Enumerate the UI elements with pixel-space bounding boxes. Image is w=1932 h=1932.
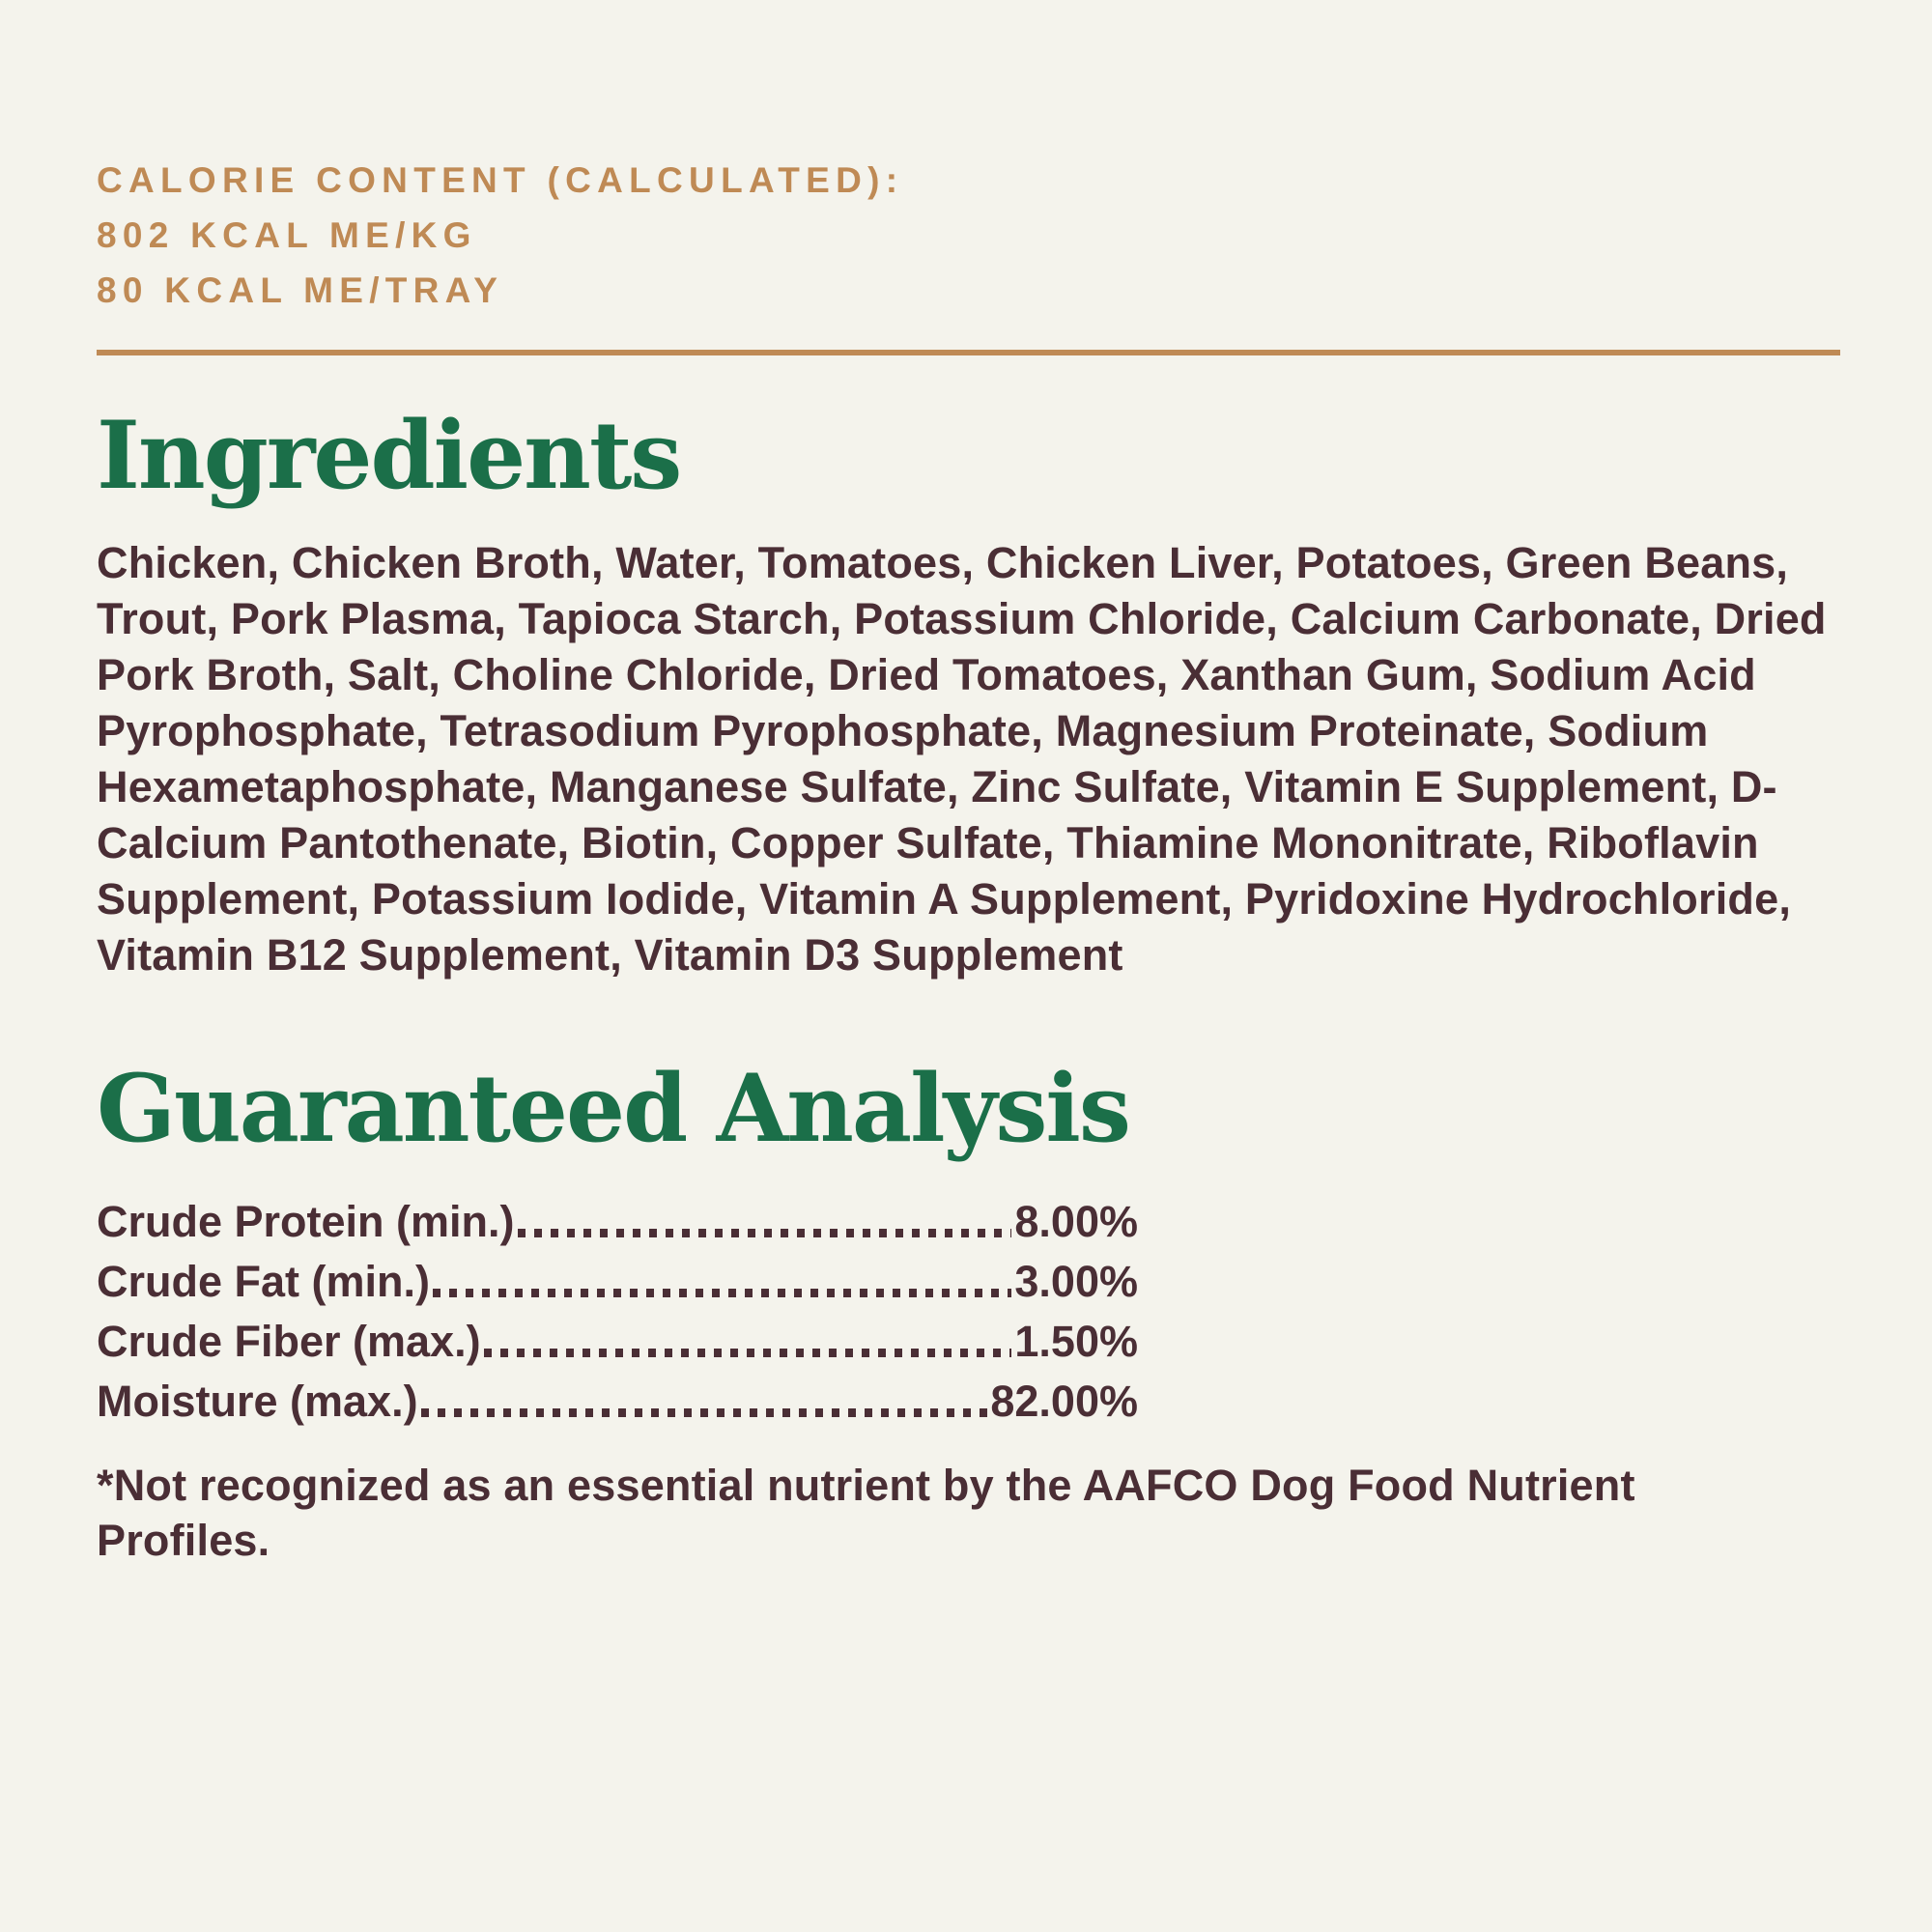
guaranteed-analysis-title: Guaranteed Analysis [97,1053,1129,1163]
dotted-leader [421,1408,988,1417]
analysis-value: 3.00% [1014,1257,1138,1307]
section-divider [97,350,1840,355]
aafco-footnote: *Not recognized as an essential nutrient by the AAFCO Dog Food Nutrient Profiles. [97,1461,1635,1566]
analysis-value: 1.50% [1014,1317,1138,1367]
analysis-row-crude-fat [97,1259,1138,1305]
analysis-value: 82.00% [990,1377,1138,1427]
guaranteed-analysis-table [97,1199,1138,1425]
ingredients-section [97,401,1835,983]
ingredients-list: Chicken, Chicken Broth, Water, Tomatoes, Chicken Liver, Potatoes, Green Beans, Trout, Pork Plasma, Tapioca Starch, Potassium Chloride, Calcium Carbonate, Dried Pork Broth, Salt, Choline Chloride, Dried Tomatoes, Xanthan Gum, Sodium Acid Pyrophosphate, Tetrasodium Pyrophosphate, Magnesium Proteinate, Sodium Hexametaphosphate, Manganese Sulfate, Zinc Sulfate, Vitamin E Supplement, D-Calcium Pantothenate, Biotin, Copper Sulfate, Thiamine Mononitrate, Riboflavin Supplement, Potassium Iodide, Vitamin A Supplement, Pyridoxine Hydrochloride, Vitamin B12 Supplement, Vitamin D3 Supplement [97,537,1827,980]
analysis-label: Moisture (max.) [97,1377,418,1427]
analysis-value: 8.00% [1014,1197,1138,1247]
analysis-label: Crude Fat (min.) [97,1257,430,1307]
calorie-kcal-per-kg: 802 KCAL ME/KG [97,215,477,255]
analysis-row-moisture [97,1378,1138,1425]
dotted-leader [484,1349,1012,1357]
calorie-content-section [97,153,1835,318]
calorie-kcal-per-tray: 80 KCAL ME/TRAY [97,270,504,310]
dotted-leader [518,1229,1012,1237]
analysis-row-crude-fiber [97,1319,1138,1365]
analysis-label: Crude Fiber (max.) [97,1317,481,1367]
ingredients-title: Ingredients [97,401,681,510]
calorie-content-heading: CALORIE CONTENT (CALCULATED): [97,160,904,200]
guaranteed-analysis-section [97,1053,1835,1569]
dotted-leader [433,1289,1011,1297]
analysis-label: Crude Protein (min.) [97,1197,515,1247]
analysis-row-crude-protein [97,1199,1138,1245]
